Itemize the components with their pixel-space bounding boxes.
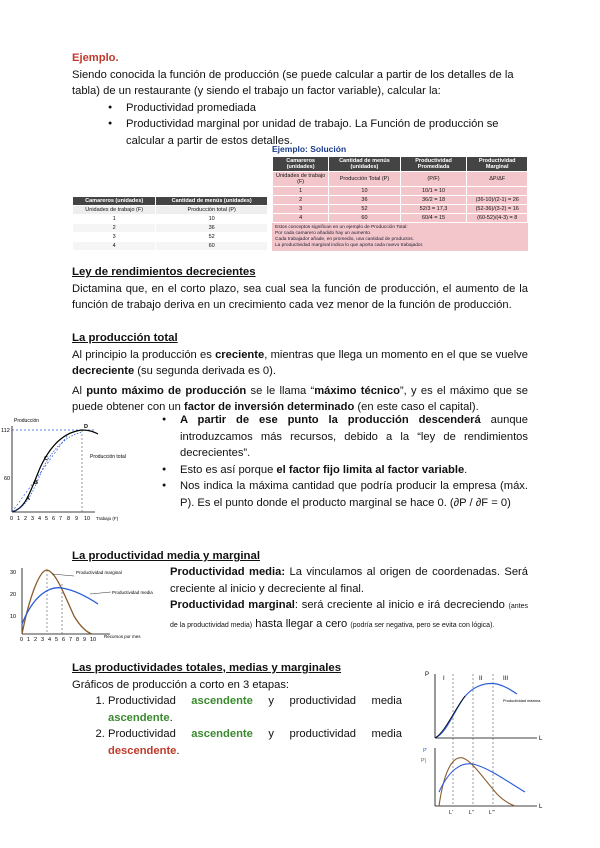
table-header: Camareros (unidades) xyxy=(73,197,156,206)
chart1-xtick: 3 xyxy=(31,516,35,522)
ley-section xyxy=(72,264,528,314)
chart1-xtick: 7 xyxy=(59,516,63,522)
table-subheader: Unidades de trabajo (F) xyxy=(273,172,329,187)
chart2-xtick: 6 xyxy=(62,637,66,643)
chart2-xtick: 1 xyxy=(27,637,31,643)
table-cell: 4 xyxy=(73,242,156,251)
solution-note-line: La productividad marginal indica lo que aporta cada nuevo trabajador. xyxy=(275,243,424,248)
table-subheader: ΔP/ΔF xyxy=(467,172,528,187)
etapas-section xyxy=(72,660,402,759)
prod-total-p1: Al principio la producción es creciente, mientras que llega un momento en el que se vuelve decreciente (su segunda derivada es 0). xyxy=(72,348,528,377)
table-cell: 2 xyxy=(73,224,156,233)
solution-note-line: Por cada camarero añadido hay un aumento. xyxy=(275,231,372,236)
media-p1: Productividad media: La vinculamos al origen de coordenadas. Será creciente al inicio y decreciente al final. xyxy=(170,566,528,595)
table-cell: (60-52)/(4-3) = 8 xyxy=(467,214,528,223)
chart3-note: Productividad máxima xyxy=(503,699,541,703)
chart3-label: P xyxy=(425,672,430,678)
chart3-label: L'' xyxy=(469,810,474,816)
chart1-xtick: 6 xyxy=(52,516,56,522)
chart2-xtick: 10 xyxy=(90,637,97,643)
chart2-xticks xyxy=(20,637,96,643)
chart2-ytick: 20 xyxy=(10,592,17,598)
table-cell: 36 xyxy=(156,224,268,233)
prod-total-bullets xyxy=(140,412,528,511)
media-marginal-chart xyxy=(0,564,170,646)
chart2-xtick: 2 xyxy=(34,637,38,643)
solution-note-line: Cada trabajador añade, en promedio, una cantidad de productos. xyxy=(275,237,414,242)
table-header: Cantidad de menús (unidades) xyxy=(329,157,400,172)
media-title: La productividad media y marginal xyxy=(72,550,260,562)
etapas-title: Las productividades totales, medias y marginales xyxy=(72,662,342,674)
ley-text: Dictamina que, en el corto plazo, sea cual sea la función de producción, el aumento de la función de trabajo deriva en un crecimiento cada vez menor de la función de producción. xyxy=(72,282,528,311)
table-header: Productividad Marginal xyxy=(467,157,528,172)
table-cell: (36-10)/(2-1) = 26 xyxy=(467,196,528,205)
prod-total-bullet-3: ● Nos indica la máxima cantidad que podría producir la empresa (máx. P). Es el punto donde el producto marginal se hace 0. (∂P / ∂F = 0) xyxy=(162,478,528,511)
chart1-point: C xyxy=(44,456,48,462)
table-cell: 52 xyxy=(329,205,400,214)
chart2-xtick: 8 xyxy=(76,637,80,643)
chart2-xtick: 4 xyxy=(48,637,52,643)
table-cell: 52/3 = 17,3 xyxy=(400,205,467,214)
media-p2: Productividad marginal: será creciente al inicio e irá decreciendo (antes de la productividad media) hasta llegar a cero (podría ser negativa, pero se evita con lógica). xyxy=(170,599,528,630)
chart1-xticks xyxy=(10,516,90,522)
table-cell: 3 xyxy=(73,233,156,242)
etapas-item-1: 1. Productividad ascendente y productividad media ascendente. xyxy=(108,693,402,726)
media-text xyxy=(170,564,528,634)
table-header: Cantidad de menús (unidades) xyxy=(156,197,268,206)
chart1-xtick: 0 xyxy=(10,516,14,522)
production-table xyxy=(72,196,268,251)
table-cell: 60 xyxy=(156,242,268,251)
example-title: Ejemplo. xyxy=(72,52,119,64)
chart1-xtick: 1 xyxy=(17,516,21,522)
table-cell: 1 xyxy=(273,187,329,196)
table-cell: 1 xyxy=(73,215,156,224)
chart2-ytick: 10 xyxy=(10,614,17,620)
chart3-label: L xyxy=(539,736,543,742)
chart1-point: B xyxy=(34,480,38,486)
solution-title: Ejemplo: Solución xyxy=(272,144,347,154)
chart1-point: A xyxy=(26,496,30,502)
production-total-chart xyxy=(0,412,140,524)
chart2-label-media: Productividad media xyxy=(112,590,153,595)
chart2-xlabel: Recursos por mes xyxy=(104,634,141,639)
chart1-xtick: 9 xyxy=(75,516,79,522)
table-cell: 3 xyxy=(273,205,329,214)
table-subheader: Producción Total (P) xyxy=(329,172,400,187)
prod-total-title: La producción total xyxy=(72,332,178,344)
chart2-xtick: 3 xyxy=(41,637,45,643)
prod-total-p2: Al punto máximo de producción se le llama “máximo técnico”, y es el máximo que se puede obtener con un factor de inversión determinado (en este caso el capital). xyxy=(72,384,528,413)
example-bullet-1: ● Productividad promediada xyxy=(108,100,532,117)
chart2-xtick: 0 xyxy=(20,637,24,643)
table-cell: 10 xyxy=(156,215,268,224)
chart1-point: D xyxy=(84,424,88,430)
table-cell: 10/1 = 10 xyxy=(400,187,467,196)
table-cell xyxy=(467,187,528,196)
table-cell: 2 xyxy=(273,196,329,205)
chart3-label: P' xyxy=(423,748,428,754)
chart1-curve-label: Producción total xyxy=(90,454,126,460)
chart1-xlabel: Trabajo (F) xyxy=(96,516,119,521)
table-cell: 4 xyxy=(273,214,329,223)
table-header: Productividad Promediada xyxy=(400,157,467,172)
etapas-item-2: 2. Productividad ascendente y productividad media descendente. xyxy=(108,726,402,759)
solution-note: Estos conceptos significan en un ejemplo de Producción Total: xyxy=(275,225,408,230)
table-cell: 36 xyxy=(329,196,400,205)
chart1-xtick: 2 xyxy=(24,516,28,522)
chart3-label: L''' xyxy=(489,810,495,816)
chart2-label-marginal: Productividad marginal xyxy=(76,570,122,575)
table-subheader: (P/F) xyxy=(400,172,467,187)
example-intro: Siendo conocida la función de producción (se puede calcular a partir de los detalles de la tabla) de un restaurante (y siendo el trabajo un factor variable), calcular la: xyxy=(72,68,514,97)
solution-table xyxy=(272,156,528,223)
table-cell: 60/4 = 15 xyxy=(400,214,467,223)
prod-total-section xyxy=(72,330,528,416)
solution-panel xyxy=(272,144,528,251)
prod-total-bullet-2: ● Esto es así porque el factor fijo limita al factor variable. xyxy=(162,462,528,479)
table-subheader: Unidades de trabajo (F) xyxy=(73,206,156,215)
chart2-xtick: 7 xyxy=(69,637,73,643)
chart2-xtick: 5 xyxy=(55,637,59,643)
chart3-label: III xyxy=(503,676,509,682)
table-cell: 52 xyxy=(156,233,268,242)
chart1-xtick: 5 xyxy=(45,516,49,522)
chart1-ylabel: Producción xyxy=(14,418,40,424)
table-cell: 10 xyxy=(329,187,400,196)
table-header: Camareros (unidades) xyxy=(273,157,329,172)
chart3-label: L' xyxy=(449,810,453,816)
chart1-xtick: 4 xyxy=(38,516,42,522)
chart1-ytick: 112 xyxy=(1,428,10,434)
media-title-wrap xyxy=(72,548,528,565)
table-cell: (52-36)/(3-2) = 16 xyxy=(467,205,528,214)
three-stages-chart xyxy=(405,668,555,818)
chart3-label: II xyxy=(479,676,483,682)
chart3-label: L xyxy=(539,804,543,810)
chart3-label: P'j xyxy=(421,758,427,764)
chart1-xtick: 8 xyxy=(67,516,71,522)
chart1-ytick: 60 xyxy=(4,476,11,482)
example-bullet-2: ● Productividad marginal por unidad de trabajo. La Función de producción se calcular a partir de estos detalles. xyxy=(108,116,532,149)
prod-total-bullet-1: ● A partir de ese punto la producción descenderá aunque introduzcamos más recursos, debido a la “ley de rendimientos decrecientes”. xyxy=(162,412,528,462)
table-subheader: Producción total (P) xyxy=(156,206,268,215)
ley-title: Ley de rendimientos decrecientes xyxy=(72,266,256,278)
chart2-ytick: 30 xyxy=(10,570,17,576)
chart3-label: I xyxy=(443,676,445,682)
example-section xyxy=(72,50,532,149)
table-cell: 60 xyxy=(329,214,400,223)
chart1-xtick: 10 xyxy=(84,516,91,522)
table-cell: 36/2 = 18 xyxy=(400,196,467,205)
chart2-xtick: 9 xyxy=(83,637,87,643)
etapas-intro: Gráficos de producción a corto en 3 etapas: xyxy=(72,678,290,691)
